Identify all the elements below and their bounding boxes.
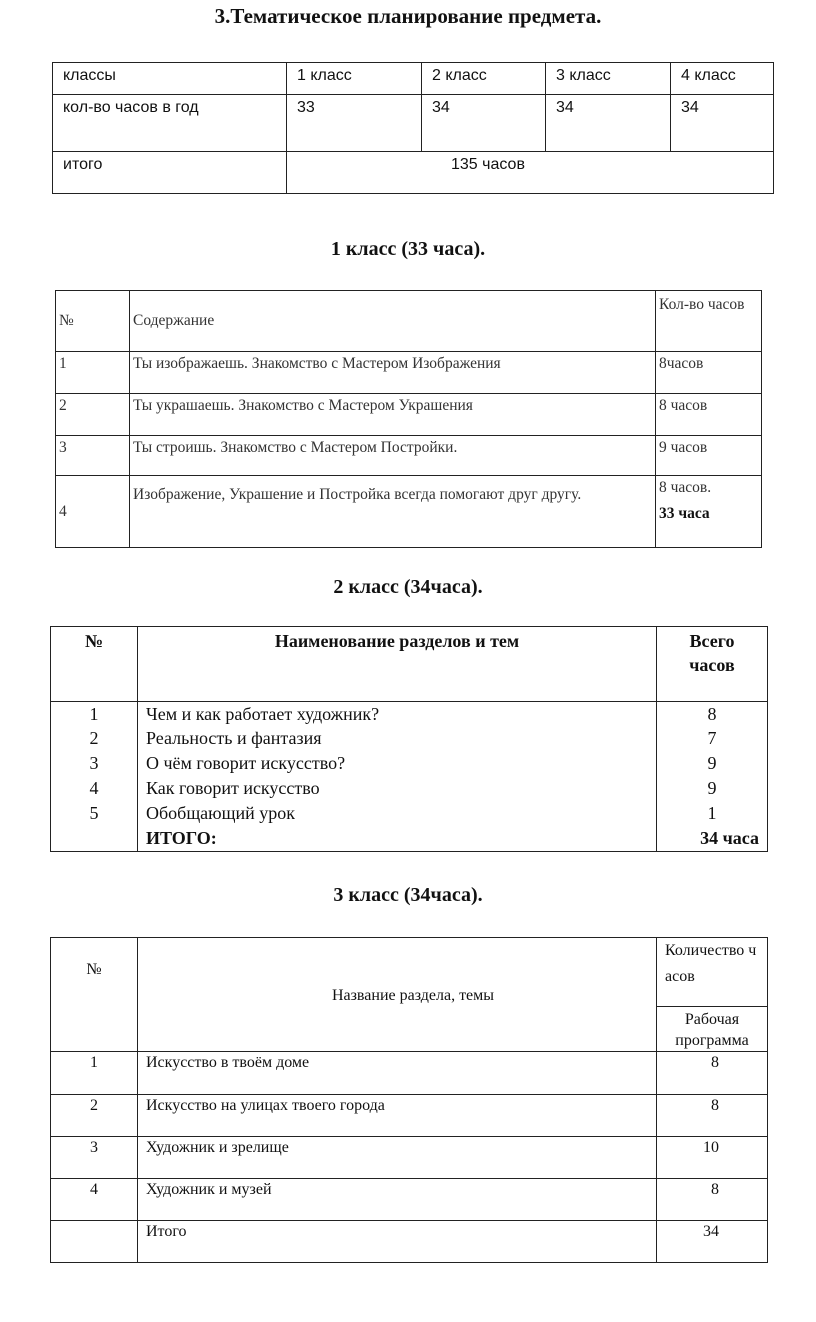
table-cell: Реальность и фантазия bbox=[138, 726, 657, 751]
table-row bbox=[51, 1137, 768, 1179]
table-row bbox=[51, 627, 768, 702]
table-row bbox=[56, 352, 762, 394]
table-row bbox=[53, 95, 774, 152]
table-cell: 8 часов bbox=[656, 394, 762, 436]
table-row bbox=[51, 776, 768, 801]
table-cell: Количество часов bbox=[657, 938, 768, 1007]
table-cell: № bbox=[51, 938, 138, 1052]
table-cell bbox=[51, 1221, 138, 1263]
table-cell: 3 bbox=[56, 436, 130, 476]
table-cell: 1 класс bbox=[287, 63, 422, 95]
table-cell: 1 bbox=[657, 801, 768, 826]
table-cell: 8часов bbox=[656, 352, 762, 394]
section-heading: 2 класс (34часа). bbox=[333, 576, 483, 598]
table-cell: 34 bbox=[671, 95, 774, 152]
table-cell: Ты украшаешь. Знакомство с Мастером Украшения bbox=[130, 394, 656, 436]
table-row bbox=[53, 152, 774, 194]
table-cell: 4 bbox=[51, 776, 138, 801]
table-cell: 4 bbox=[56, 476, 130, 548]
page-title: 3.Тематическое планирование предмета. bbox=[214, 4, 602, 28]
table-row bbox=[51, 751, 768, 776]
grade3-table bbox=[50, 937, 768, 1263]
table-cell: 34 bbox=[657, 1221, 768, 1263]
table-cell: 34 bbox=[422, 95, 546, 152]
table-cell: 135 часов bbox=[287, 152, 774, 194]
table-row bbox=[56, 436, 762, 476]
table-row bbox=[51, 826, 768, 851]
table-cell: Всего часов bbox=[657, 627, 768, 702]
table-cell: 3 bbox=[51, 1137, 138, 1179]
table-cell: 8 bbox=[657, 1095, 768, 1137]
table-cell: № bbox=[56, 291, 130, 352]
table-cell: 9 часов bbox=[656, 436, 762, 476]
table-row bbox=[51, 801, 768, 826]
table-cell: Кол-во часов bbox=[656, 291, 762, 352]
table-row bbox=[51, 1179, 768, 1221]
table-cell: Искусство в твоём доме bbox=[138, 1052, 657, 1095]
table-cell: 1 bbox=[51, 1052, 138, 1095]
table-cell: 8 bbox=[657, 1052, 768, 1095]
table-row bbox=[53, 63, 774, 95]
table-row bbox=[51, 938, 768, 1007]
table-cell: 1 bbox=[51, 702, 138, 727]
hours-value: 8 часов. bbox=[659, 479, 712, 496]
table-cell: Итого bbox=[138, 1221, 657, 1263]
table-cell: Содержание bbox=[130, 291, 656, 352]
table-cell: итого bbox=[53, 152, 287, 194]
table-cell: 2 bbox=[51, 726, 138, 751]
table-row bbox=[51, 702, 768, 727]
summary-table bbox=[52, 62, 774, 194]
table-cell: № bbox=[51, 627, 138, 702]
table-cell: 10 bbox=[657, 1137, 768, 1179]
table-row bbox=[51, 1095, 768, 1137]
table-cell: Художник и зрелище bbox=[138, 1137, 657, 1179]
table-cell bbox=[51, 826, 138, 851]
table-cell: 2 класс bbox=[422, 63, 546, 95]
table-row bbox=[51, 726, 768, 751]
table-cell: Наименование разделов и тем bbox=[138, 627, 657, 702]
table-row bbox=[51, 1052, 768, 1095]
table-cell: 9 bbox=[657, 751, 768, 776]
table-cell: Рабочая программа bbox=[657, 1007, 768, 1052]
section-heading: 3 класс (34часа). bbox=[333, 884, 483, 906]
table-cell: 2 bbox=[51, 1095, 138, 1137]
table-cell: Изображение, Украшение и Постройка всегда помогают друг другу. bbox=[130, 476, 656, 548]
table-cell bbox=[656, 476, 762, 548]
table-cell: ИТОГО: bbox=[138, 826, 657, 851]
table-cell: 9 bbox=[657, 776, 768, 801]
table-cell: 8 bbox=[657, 1179, 768, 1221]
table-cell: 5 bbox=[51, 801, 138, 826]
table-cell: 1 bbox=[56, 352, 130, 394]
table-cell: 2 bbox=[56, 394, 130, 436]
table-cell: 7 bbox=[657, 726, 768, 751]
table-cell: 33 bbox=[287, 95, 422, 152]
table-cell: кол-во часов в год bbox=[53, 95, 287, 152]
table-cell: О чём говорит искусство? bbox=[138, 751, 657, 776]
table-cell: 3 bbox=[51, 751, 138, 776]
table-row bbox=[51, 1221, 768, 1263]
table-cell: 34 bbox=[546, 95, 671, 152]
table-row bbox=[56, 291, 762, 352]
table-cell: Обобщающий урок bbox=[138, 801, 657, 826]
table-cell: Название раздела, темы bbox=[138, 938, 657, 1052]
table-cell: Искусство на улицах твоего города bbox=[138, 1095, 657, 1137]
table-cell: 8 bbox=[657, 702, 768, 727]
table-cell: классы bbox=[53, 63, 287, 95]
table-cell: Как говорит искусство bbox=[138, 776, 657, 801]
table-cell: 4 bbox=[51, 1179, 138, 1221]
table-cell: Ты изображаешь. Знакомство с Мастером Изображения bbox=[130, 352, 656, 394]
table-row bbox=[56, 476, 762, 548]
section-heading: 1 класс (33 часа). bbox=[330, 238, 486, 260]
table-cell: Художник и музей bbox=[138, 1179, 657, 1221]
table-cell: Ты строишь. Знакомство с Мастером Постройки. bbox=[130, 436, 656, 476]
grade2-table bbox=[50, 626, 768, 852]
grade1-table bbox=[55, 290, 762, 548]
table-row bbox=[56, 394, 762, 436]
total-hours: 33 часа bbox=[659, 505, 710, 522]
table-cell: 34 часа bbox=[657, 826, 768, 851]
table-cell: 3 класс bbox=[546, 63, 671, 95]
table-cell: 4 класс bbox=[671, 63, 774, 95]
table-cell: Чем и как работает художник? bbox=[138, 702, 657, 727]
